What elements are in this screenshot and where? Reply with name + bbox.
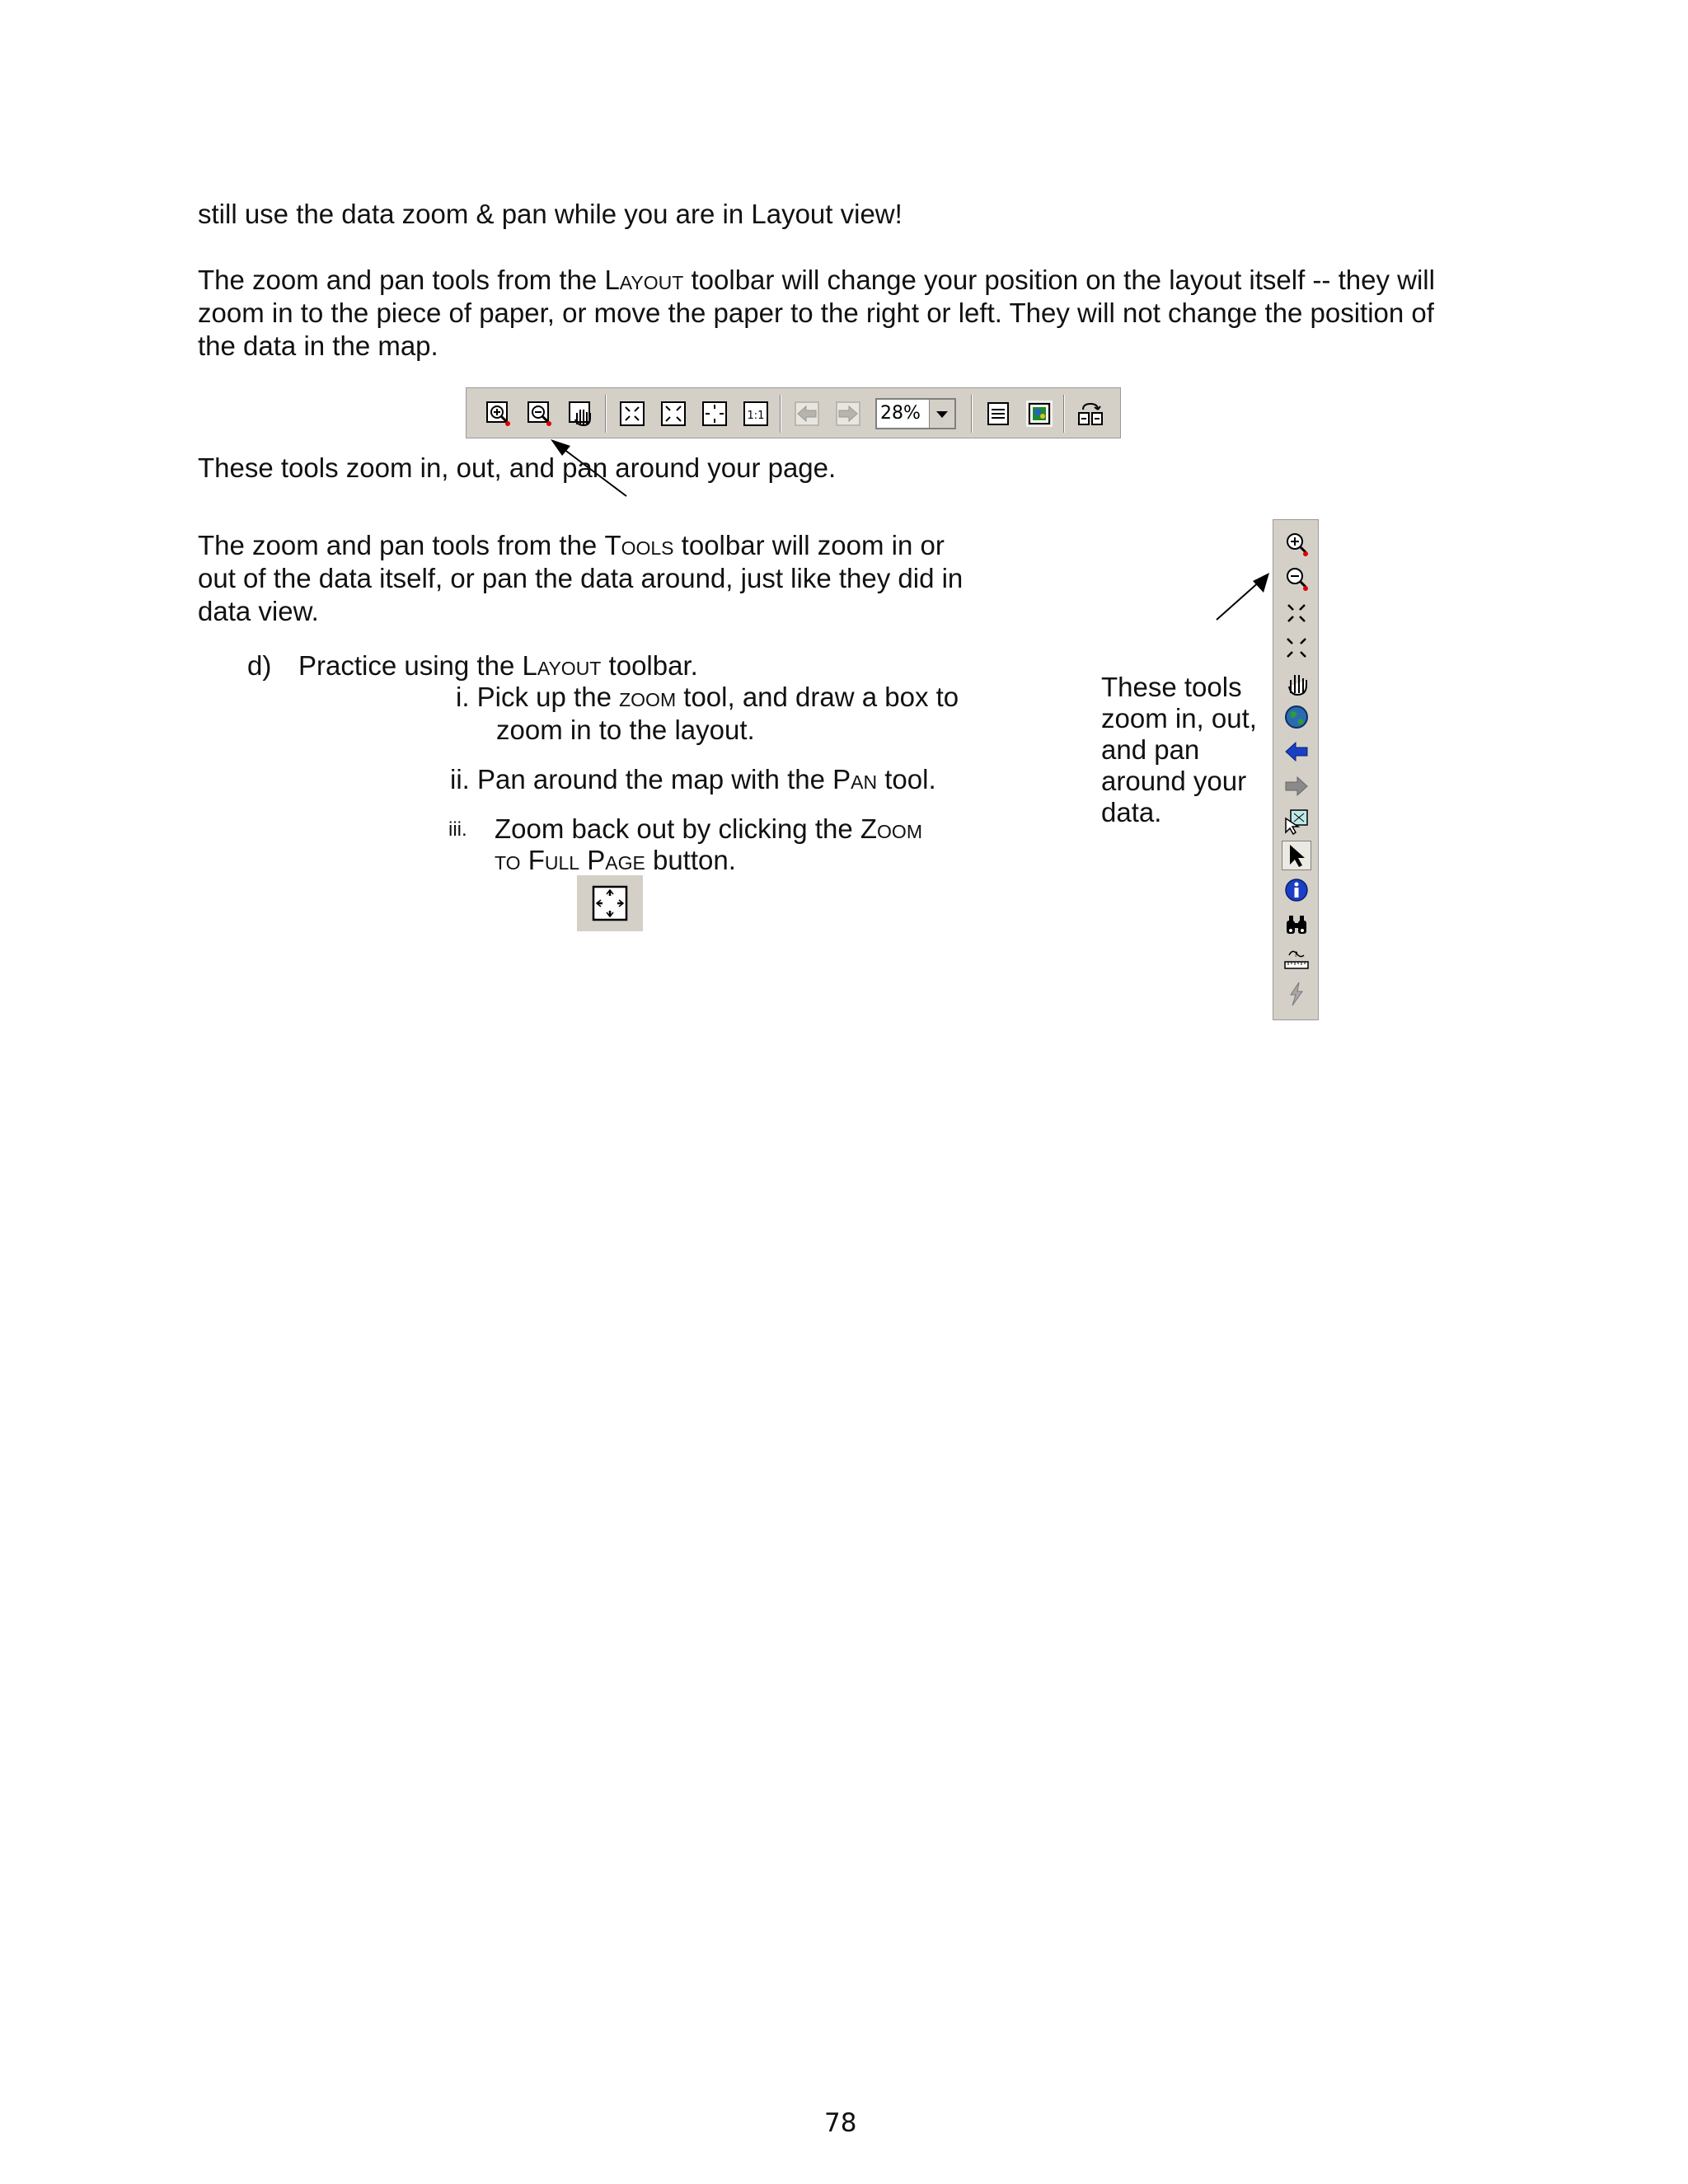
tools-toolbar [1273,519,1319,1020]
full-extent-globe-icon[interactable] [1282,703,1311,731]
zoom-term: Zoom [860,813,922,844]
step-ii: ii. Pan around the map with the Pan tool. [450,764,936,794]
zoom-in-icon[interactable] [1282,530,1311,558]
svg-text:?: ? [1294,951,1298,959]
select-elements-pointer-icon[interactable] [1282,841,1311,869]
layout-tools-caption: These tools zoom in, out, and pan around your page. [198,452,837,483]
zoom-percent-value: 28% [880,403,921,424]
step-iii-marker: iii. [448,818,467,841]
measure-icon[interactable] [1282,945,1311,973]
zoom-to-full-page-button[interactable] [577,875,643,931]
layout-term: Layout [522,650,602,681]
full-page-term: to Full Page [495,845,645,875]
layout-term: Layout [604,265,684,295]
step-d-marker: d) [247,650,272,681]
hyperlink-lightning-icon[interactable] [1282,980,1311,1008]
tools-term: Tools [604,530,674,560]
find-binoculars-icon[interactable] [1282,911,1311,939]
forward-arrow-icon[interactable] [1282,772,1311,800]
identify-info-icon[interactable] [1282,876,1311,904]
pan-term: Pan [832,764,878,794]
select-features-icon[interactable] [1282,807,1311,835]
pan-hand-icon[interactable] [1282,668,1311,696]
zoom-term: zoom [619,682,677,712]
zoom-whole-page-icon [577,875,643,931]
zoom-out-icon[interactable] [1282,565,1311,593]
page-number: 78 [824,2108,857,2138]
fixed-zoom-in-icon[interactable] [1282,599,1311,627]
fixed-zoom-out-icon[interactable] [1282,634,1311,662]
svg-text:1:1: 1:1 [747,410,765,422]
paragraph-continued: still use the data zoom & pan while you are in Layout view! [198,199,903,229]
back-arrow-icon[interactable] [1282,738,1311,766]
